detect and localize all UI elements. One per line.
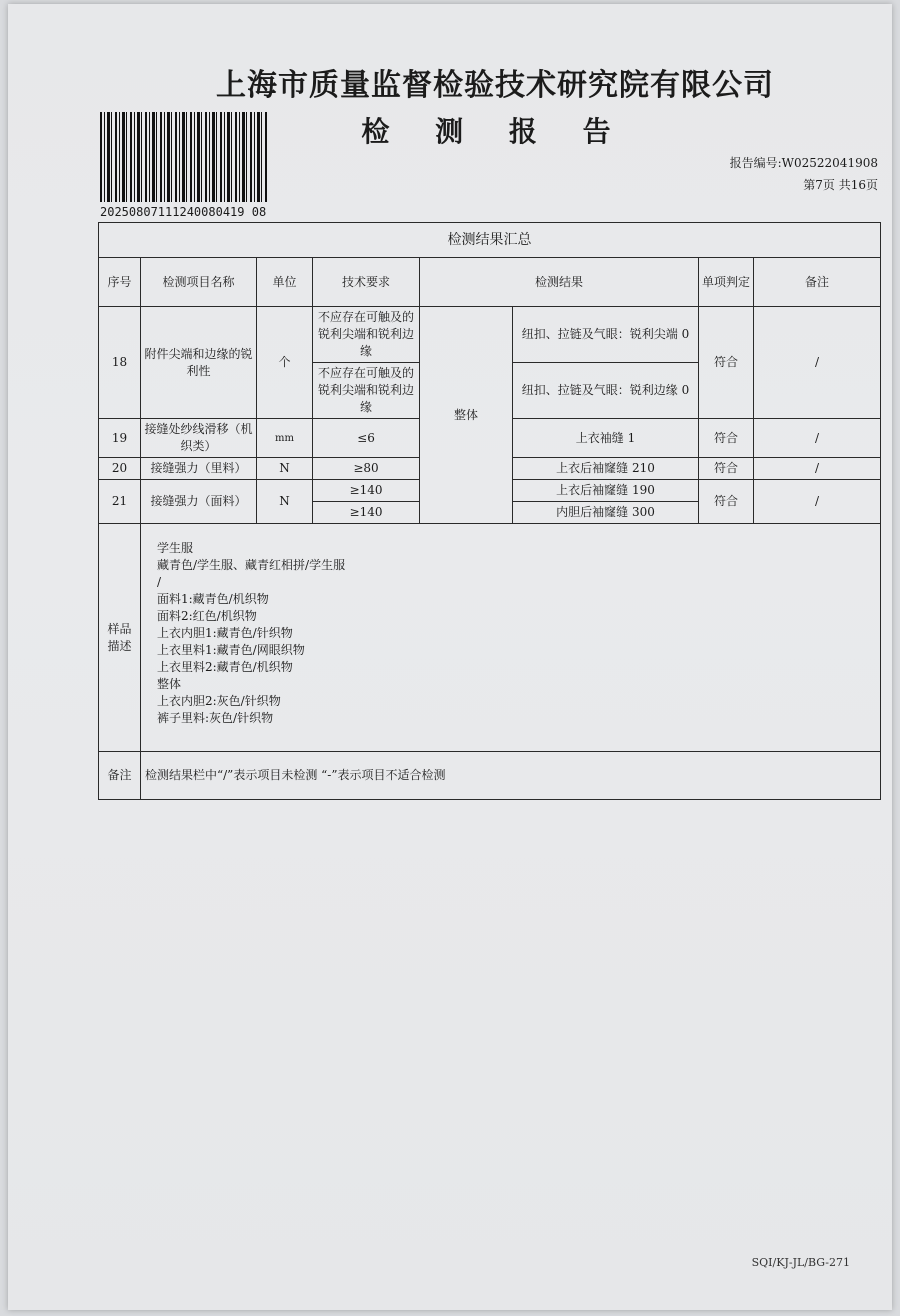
row-result: 纽扣、拉链及气眼：锐利边缘 0 <box>513 363 699 419</box>
row-item-name: 附件尖端和边缘的锐利性 <box>141 307 257 419</box>
row-remark: / <box>754 307 881 419</box>
table-row <box>99 307 881 363</box>
row-verdict: 符合 <box>699 458 754 480</box>
sample-line: 面料2:红色/机织物 <box>157 609 257 623</box>
table-caption: 检测结果汇总 <box>99 223 881 258</box>
barcode-number: 20250807111240080419 08 <box>100 205 267 219</box>
sample-line: 学生服 <box>157 541 194 555</box>
sample-line: 上衣内胆1:藏青色/针织物 <box>157 626 293 640</box>
sample-description-label: 样品描述 <box>99 524 141 752</box>
row-requirement: ≥140 <box>313 502 420 524</box>
form-code: SQI/KJ-JL/BG-271 <box>751 1256 850 1269</box>
sample-description <box>141 524 881 752</box>
sample-line: 整体 <box>157 677 182 691</box>
sample-line: 上衣内胆2:灰色/针织物 <box>157 694 281 708</box>
row-result: 纽扣、拉链及气眼：锐利尖端 0 <box>513 307 699 363</box>
row-result: 上衣袖缝 1 <box>513 419 699 458</box>
sample-line: / <box>157 575 162 589</box>
row-no: 21 <box>99 480 141 524</box>
page-number: 第7页 共16页 <box>803 178 878 192</box>
row-item-name: 接缝处纱线滑移（机织类） <box>141 419 257 458</box>
row-verdict: 符合 <box>699 419 754 458</box>
row-verdict: 符合 <box>699 480 754 524</box>
row-remark: / <box>754 419 881 458</box>
col-header-unit: 单位 <box>257 258 313 307</box>
row-no: 18 <box>99 307 141 419</box>
note-text: 检测结果栏中“/”表示项目未检测 “-”表示项目不适合检测 <box>141 752 881 800</box>
col-header-requirement: 技术要求 <box>313 258 420 307</box>
note-label: 备注 <box>99 752 141 800</box>
sample-line: 裤子里料:灰色/针织物 <box>157 711 274 725</box>
row-item-name: 接缝强力（里料） <box>141 458 257 480</box>
row-no: 19 <box>99 419 141 458</box>
sample-line: 藏青色/学生服、藏青红相拼/学生服 <box>157 558 346 572</box>
col-header-no: 序号 <box>99 258 141 307</box>
document-title: 检 测 报 告 <box>361 115 629 148</box>
organization-name: 上海市质量监督检验技术研究院有限公司 <box>216 68 774 103</box>
row-requirement: ≤6 <box>313 419 420 458</box>
row-requirement: ≥140 <box>313 480 420 502</box>
sample-description-row <box>99 524 881 752</box>
row-unit: 个 <box>257 307 313 419</box>
row-remark: / <box>754 458 881 480</box>
row-remark: / <box>754 480 881 524</box>
row-unit: N <box>257 458 313 480</box>
results-table <box>98 222 881 800</box>
note-row <box>99 752 881 800</box>
barcode <box>100 112 268 202</box>
report-number: 报告编号:W02522041908 <box>729 156 878 170</box>
row-unit: mm <box>257 419 313 458</box>
sample-description-lines <box>157 540 864 727</box>
row-no: 20 <box>99 458 141 480</box>
row-item-name: 接缝强力（面料） <box>141 480 257 524</box>
table-header-row <box>99 258 881 307</box>
row-requirement: 不应存在可触及的锐利尖端和锐利边缘 <box>313 307 420 363</box>
col-header-name: 检测项目名称 <box>141 258 257 307</box>
row-verdict: 符合 <box>699 307 754 419</box>
col-header-verdict: 单项判定 <box>699 258 754 307</box>
row-result: 上衣后袖窿缝 210 <box>513 458 699 480</box>
sample-line: 上衣里料2:藏青色/机织物 <box>157 660 293 674</box>
row-result: 内胆后袖窿缝 300 <box>513 502 699 524</box>
row-result: 上衣后袖窿缝 190 <box>513 480 699 502</box>
row-part: 整体 <box>420 307 513 524</box>
row-unit: N <box>257 480 313 524</box>
col-header-remark: 备注 <box>754 258 881 307</box>
row-requirement: ≥80 <box>313 458 420 480</box>
col-header-result: 检测结果 <box>420 258 699 307</box>
sample-line: 面料1:藏青色/机织物 <box>157 592 269 606</box>
sample-line: 上衣里料1:藏青色/网眼织物 <box>157 643 305 657</box>
row-requirement: 不应存在可触及的锐利尖端和锐利边缘 <box>313 363 420 419</box>
